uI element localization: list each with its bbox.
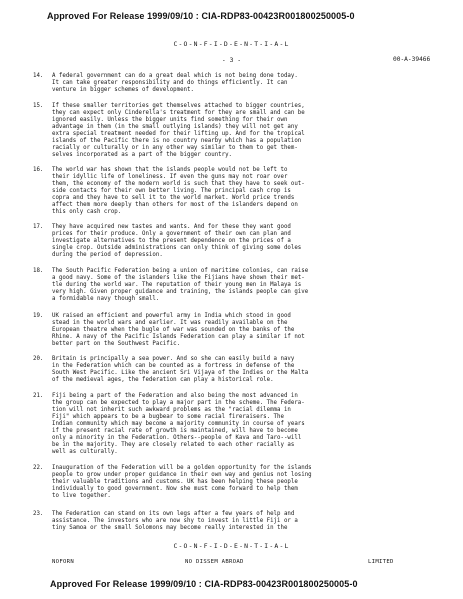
paragraph-number: 14. (33, 73, 44, 79)
classification-footer: C-O-N-F-I-D-E-N-T-I-A-L (173, 542, 290, 550)
document-number: 00-A-39466 (393, 56, 431, 63)
paragraph-number: 20. (33, 356, 44, 362)
paragraph-number: 23. (33, 511, 44, 517)
paragraph-text: Britain is principally a sea power. And so she can easily build a navy in the Federation which can be counted as a fortress in defense of the South West Pacific. Like the ancient Sri Vijaya of the Indies or the Malta of the medieval ages, the federation can play a historical role. (52, 356, 309, 384)
classification-header: C-O-N-F-I-D-E-N-T-I-A-L (173, 40, 290, 48)
paragraph-22 (33, 465, 433, 500)
noforn-marking: NOFORN (52, 559, 75, 565)
paragraph-number: 16. (33, 167, 44, 173)
paragraph-text: If these smaller territories get themselves attached to bigger countries, they can expect only Cinderella's treatment for they are small and can be ignored easily. Unless the bigger units find something for their own advantage in them (in the small outlying islands) they will not get any extra special treatment needed for their lifting up. And for the tropical islands of the Pacific there is no country nearby which has a population racially or culturally or in any other way similar to them to get them- selves incorporated as a part of the bigger country. (52, 103, 305, 159)
paragraph-text: They have acquired new tastes and wants. And for these they want good prices for their produce. Only a government of their own can plan and investigate alternatives to the present dependence on the prices of a single crop. Outside administrations can only think of giving some doles during the period of depression. (52, 224, 302, 259)
paragraph-number: 19. (33, 313, 44, 319)
limited-marking: LIMITED (368, 559, 394, 565)
paragraph-number: 17. (33, 224, 44, 230)
paragraph-20 (33, 356, 433, 384)
paragraph-17 (33, 224, 433, 259)
paragraph-18 (33, 268, 433, 303)
paragraph-text: The South Pacific Federation being a union of maritime colonies, can raise a good navy. Some of the islanders like the Fijians have shown their met- tle during the world war. The reputation of their young men in Malaya is very high. Given proper guidance and training, the islands people can give a formidable navy though small. (52, 268, 309, 303)
release-banner-top: Approved For Release 1999/09/10 : CIA-RDP83-00423R001800250005-0 (47, 11, 355, 21)
dissem-marking: NO DISSEM ABROAD (185, 559, 244, 565)
paragraph-text: Inauguration of the Federation will be a golden opportunity for the islands people to grow under proper guidance in their own way and genius not losing their valuable traditions and customs. UK has been helping these people individually to good government. Now she must come forward to help them to live together. (52, 465, 312, 500)
paragraph-19 (33, 313, 433, 348)
release-banner-bottom: Approved For Release 1999/09/10 : CIA-RDP83-00423R001800250005-0 (50, 579, 358, 589)
paragraph-number: 18. (33, 268, 44, 274)
paragraph-16 (33, 167, 433, 216)
paragraph-21 (33, 393, 433, 456)
paragraph-15 (33, 103, 433, 159)
paragraph-text: UK raised an efficient and powerful army in India which stood in good stead in the world wars and earlier. It was readily available on the European theatre when the bugle of war was sounded on the banks of the Rhine. A navy of the Pacific Islands Federation can play a similar if not better part on the Southwest Pacific. (52, 313, 305, 348)
paragraph-text: A federal government can do a great deal which is not being done today. It can take greater responsibility and do things efficiently. It can venture in bigger schemes of development. (52, 73, 298, 94)
paragraph-14 (33, 73, 433, 94)
paragraph-text: Fiji being a part of the Federation and also being the most advanced in the group can be expected to play a major part in the scheme. The Federa- tion will not inherit such awkward problems as the "racial dilemma in Fiji" which appears to be a bugbear to some racial fireraisers. The Indian community which may become a majority community in course of years if the present racial rate of growth is maintained, will have to become only a minority in the Federation. Others--people of Kava and Taro--will be in the majority. They are closely related to each other racially as well as culturally. (52, 393, 305, 456)
paragraph-number: 21. (33, 393, 44, 399)
paragraph-23 (33, 511, 433, 532)
paragraph-number: 15. (33, 103, 44, 109)
paragraph-text: The world war has shown that the islands people would not be left to their idyllic life of loneliness. If even the guns may not roar over them, the economy of the modern world is such that they have to seek out- side contacts for their own better living. The principal cash crop is copra and they have to sell it to the world market. World price trends affect them more deeply than others for most of the islanders depend on this only cash crop. (52, 167, 305, 216)
page-number: - 3 - (221, 56, 242, 64)
paragraph-number: 22. (33, 465, 44, 471)
paragraph-text: The Federation can stand on its own legs after a few years of help and assistance. The investors who are now shy to invest in little Fiji or a tiny Samoa or the small Solomons may become really interested in the (52, 511, 298, 532)
